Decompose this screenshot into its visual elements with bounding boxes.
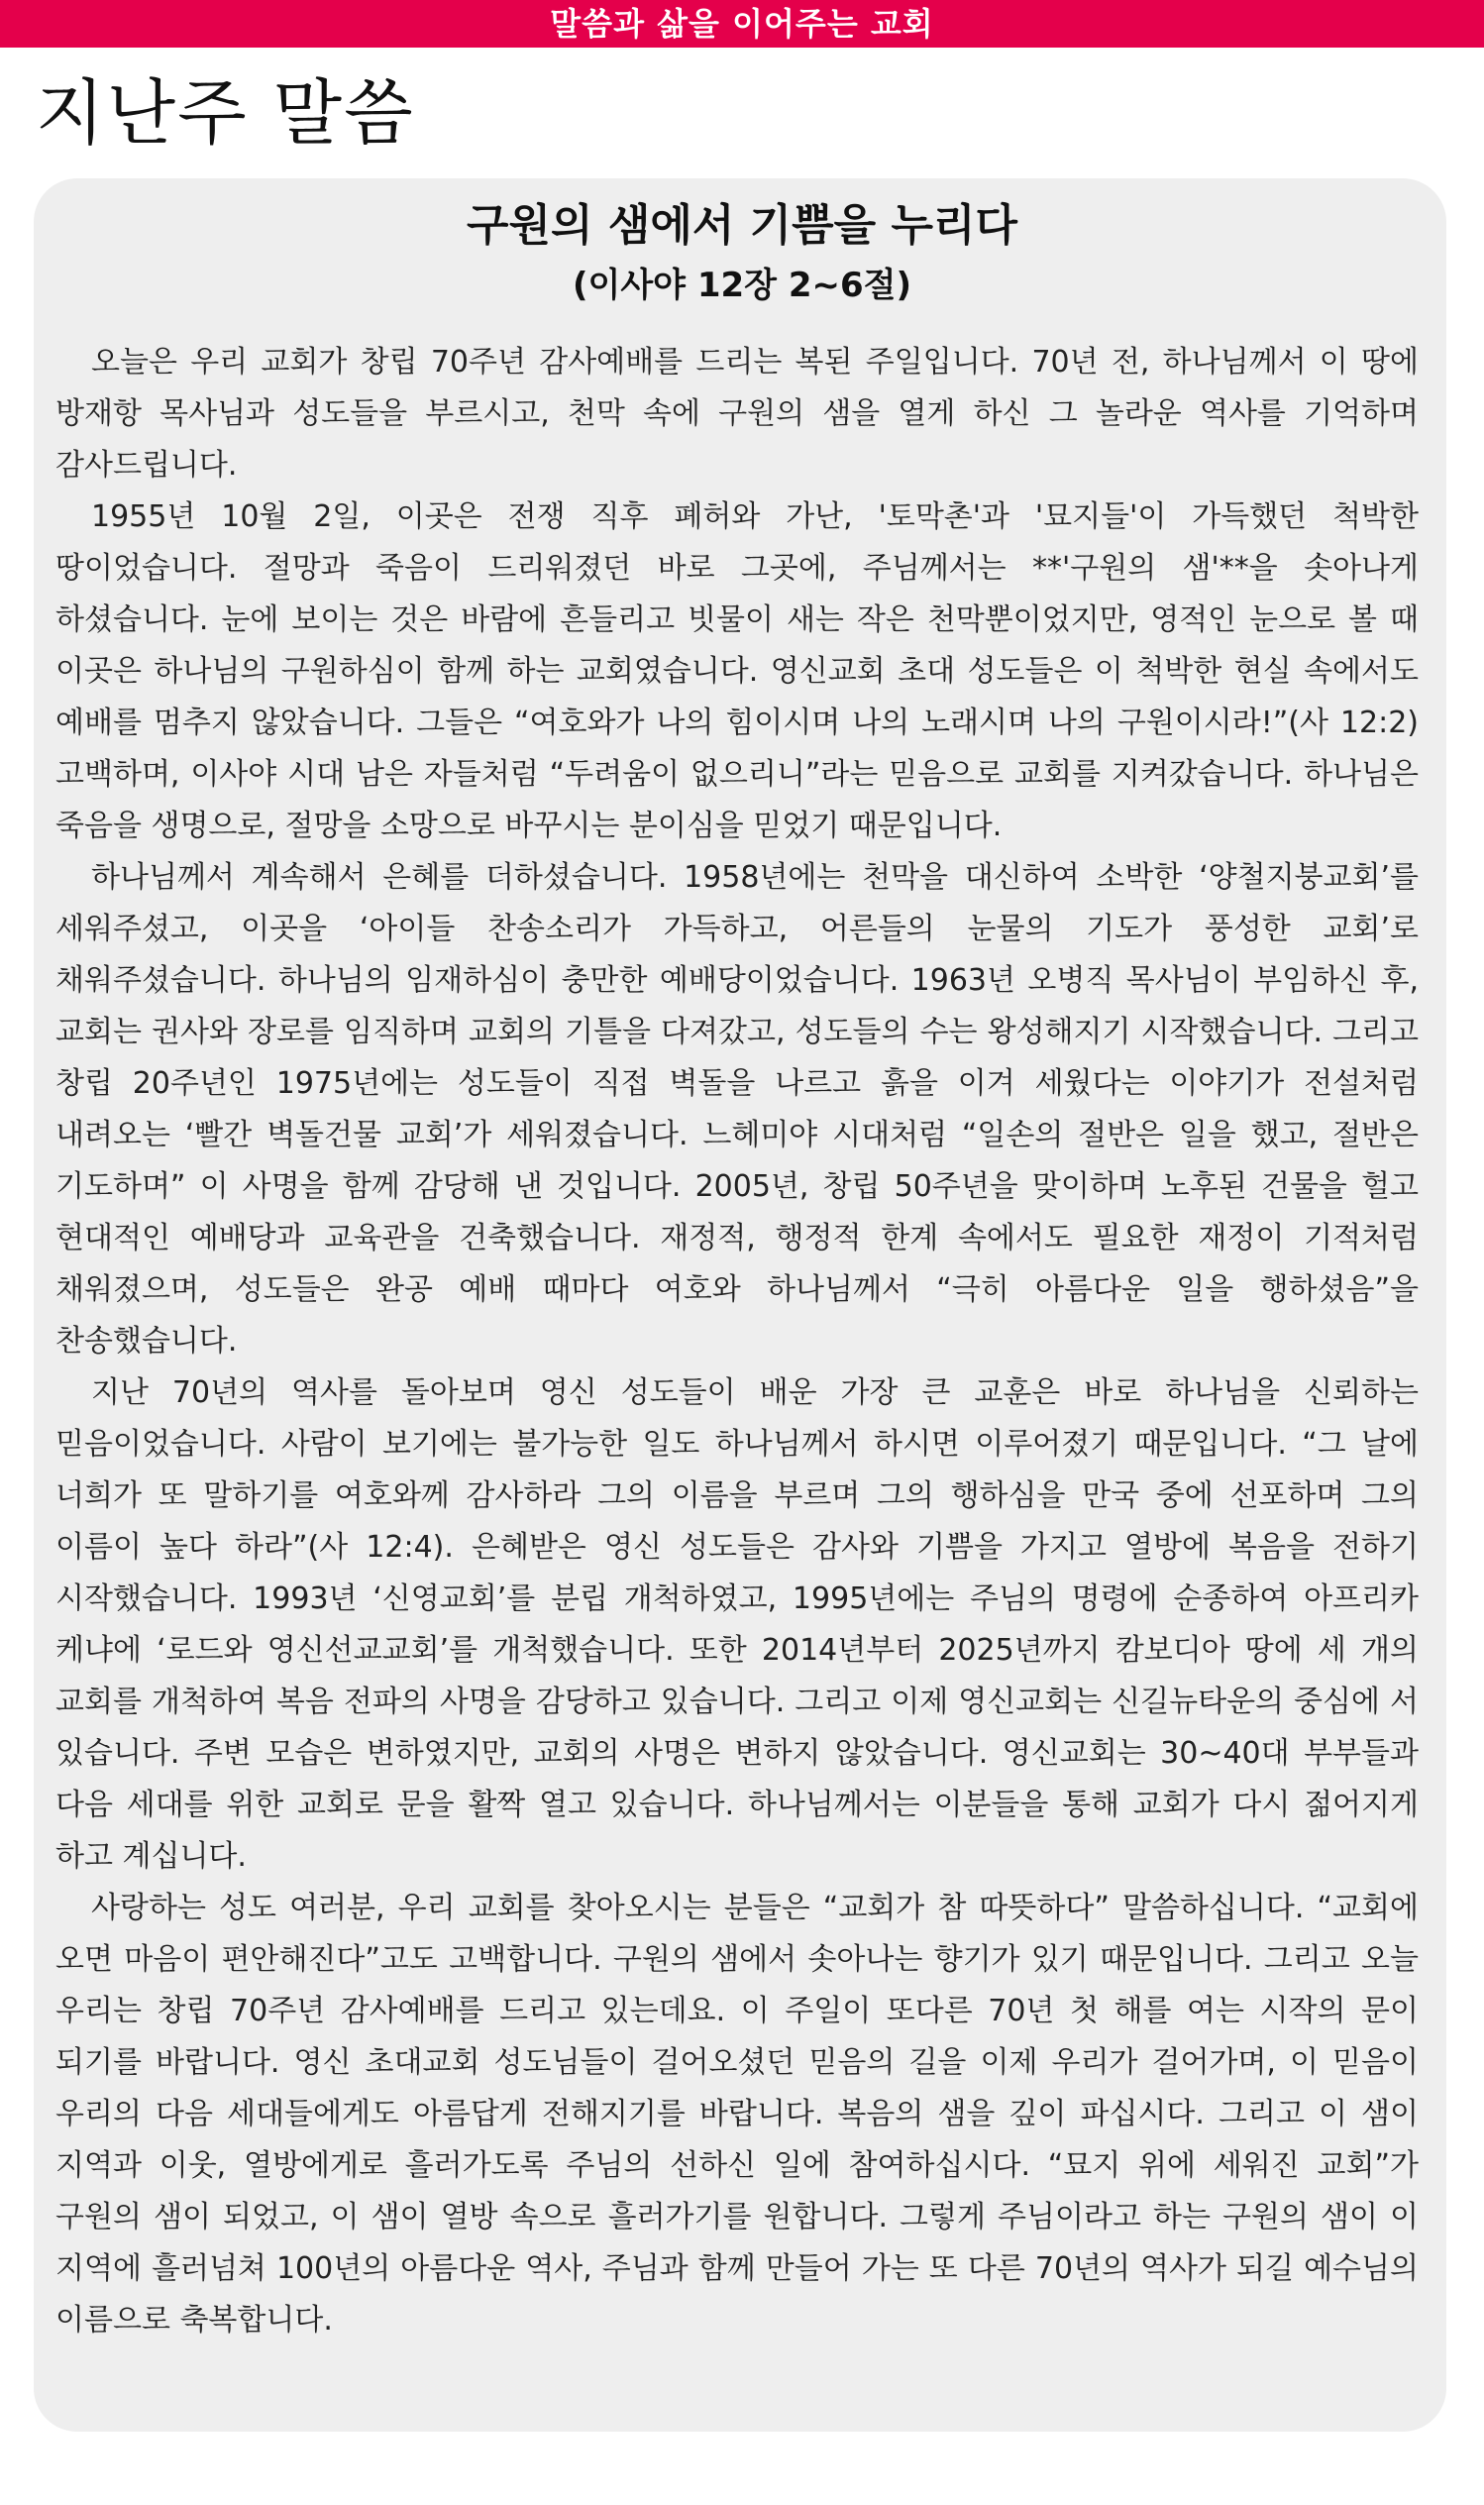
sermon-body [55,337,1419,2346]
sermon-title: 구원의 샘에서 기쁨을 누리다 [466,200,1017,251]
sermon-paragraph-2: 1955년 10월 2일, 이곳은 전쟁 직후 폐허와 가난, '토막촌'과 '묘지들'이 가득했던 척박한 땅이었습니다. 절망과 죽음이 드리워졌던 바로 그곳에, 주님께서는 **'구원의 샘'**을 솟아나게 하셨습니다. 눈에 보이는 것은 바람에 흔들리고 빗물이 새는 작은 천막뿐이었지만, 영적인 눈으로 볼 때 이곳은 하나님의 구원하심이 함께 하는 교회였습니다. 영신교회 초대 성도들은 이 척박한 현실 속에서도 예배를 멈추지 않았습니다. 그들은 “여호와가 나의 힘이시며 나의 노래시며 나의 구원이시라!”(사 12:2) 고백하며, 이사야 시대 남은 자들처럼 “두려움이 없으리니”라는 믿음으로 교회를 지켜갔습니다. 하나님은 죽음을 생명으로, 절망을 소망으로 바꾸시는 분이심을 믿었기 때문입니다. [55,499,1419,843]
sermon-paragraph-1: 오늘은 우리 교회가 창립 70주년 감사예배를 드리는 복된 주일입니다. 70년 전, 하나님께서 이 땅에 방재항 목사님과 성도들을 부르시고, 천막 속에 구원의 샘을 열게 하신 그 놀라운 역사를 기억하며 감사드립니다. [55,345,1419,483]
scripture-reference: (이사야 12장 2~6절) [572,266,912,305]
church-slogan-banner: 말씀과 삶을 이어주는 교회 [0,0,1484,48]
section-title: 지난주 말씀 [36,71,415,155]
sermon-paragraph-4: 지난 70년의 역사를 돌아보며 영신 성도들이 배운 가장 큰 교훈은 바로 하나님을 신뢰하는 믿음이었습니다. 사람이 보기에는 불가능한 일도 하나님께서 하시면 이루어졌기 때문입니다. “그 날에 너희가 또 말하기를 여호와께 감사하라 그의 이름을 부르며 그의 행하심을 만국 중에 선포하며 그의 이름이 높다 하라”(사 12:4). 은혜받은 영신 성도들은 감사와 기쁨을 가지고 열방에 복음을 전하기 시작했습니다. 1993년 ‘신영교회’를 분립 개척하였고, 1995년에는 주님의 명령에 순종하여 아프리카 케냐에 ‘로드와 영신선교교회’를 개척했습니다. 또한 2014년부터 2025년까지 캄보디아 땅에 세 개의 교회를 개척하여 복음 전파의 사명을 감당하고 있습니다. 그리고 이제 영신교회는 신길뉴타운의 중심에 서 있습니다. 주변 모습은 변하였지만, 교회의 사명은 변하지 않았습니다. 영신교회는 30~40대 부부들과 다음 세대를 위한 교회로 문을 활짝 열고 있습니다. 하나님께서는 이분들을 통해 교회가 다시 젊어지게 하고 계십니다. [55,1375,1419,1874]
sermon-paragraph-3: 하나님께서 계속해서 은혜를 더하셨습니다. 1958년에는 천막을 대신하여 소박한 ‘양철지붕교회’를 세워주셨고, 이곳을 ‘아이들 찬송소리가 가득하고, 어른들의 눈물의 기도가 풍성한 교회’로 채워주셨습니다. 하나님의 임재하심이 충만한 예배당이었습니다. 1963년 오병직 목사님이 부임하신 후, 교회는 권사와 장로를 임직하며 교회의 기틀을 다져갔고, 성도들의 수는 왕성해지기 시작했습니다. 그리고 창립 20주년인 1975년에는 성도들이 직접 벽돌을 나르고 흙을 이겨 세웠다는 이야기가 전설처럼 내려오는 ‘빨간 벽돌건물 교회’가 세워졌습니다. 느헤미야 시대처럼 “일손의 절반은 일을 했고, 절반은 기도하며” 이 사명을 함께 감당해 낸 것입니다. 2005년, 창립 50주년을 맞이하며 노후된 건물을 헐고 현대적인 예배당과 교육관을 건축했습니다. 재정적, 행정적 한계 속에서도 필요한 재정이 기적처럼 채워졌으며, 성도들은 완공 예배 때마다 여호와 하나님께서 “극히 아름다운 일을 행하셨음”을 찬송했습니다. [55,860,1419,1359]
sermon-paragraph-5: 사랑하는 성도 여러분, 우리 교회를 찾아오시는 분들은 “교회가 참 따뜻하다” 말씀하십니다. “교회에 오면 마음이 편안해진다”고도 고백합니다. 구원의 샘에서 솟아나는 향기가 있기 때문입니다. 그리고 오늘 우리는 창립 70주년 감사예배를 드리고 있는데요. 이 주일이 또다른 70년 첫 해를 여는 시작의 문이 되기를 바랍니다. 영신 초대교회 성도님들이 걸어오셨던 믿음의 길을 이제 우리가 걸어가며, 이 믿음이 우리의 다음 세대들에게도 아름답게 전해지기를 바랍니다. 복음의 샘을 깊이 파십시다. 그리고 이 샘이 지역과 이웃, 열방에게로 흘러가도록 주님의 선하신 일에 참여하십시다. “묘지 위에 세워진 교회”가 구원의 샘이 되었고, 이 샘이 열방 속으로 흘러가기를 원합니다. 그렇게 주님이라고 하는 구원의 샘이 이 지역에 흘러넘쳐 100년의 아름다운 역사, 주님과 함께 만들어 가는 또 다른 70년의 역사가 되길 예수님의 이름으로 축복합니다. [55,1891,1419,2338]
